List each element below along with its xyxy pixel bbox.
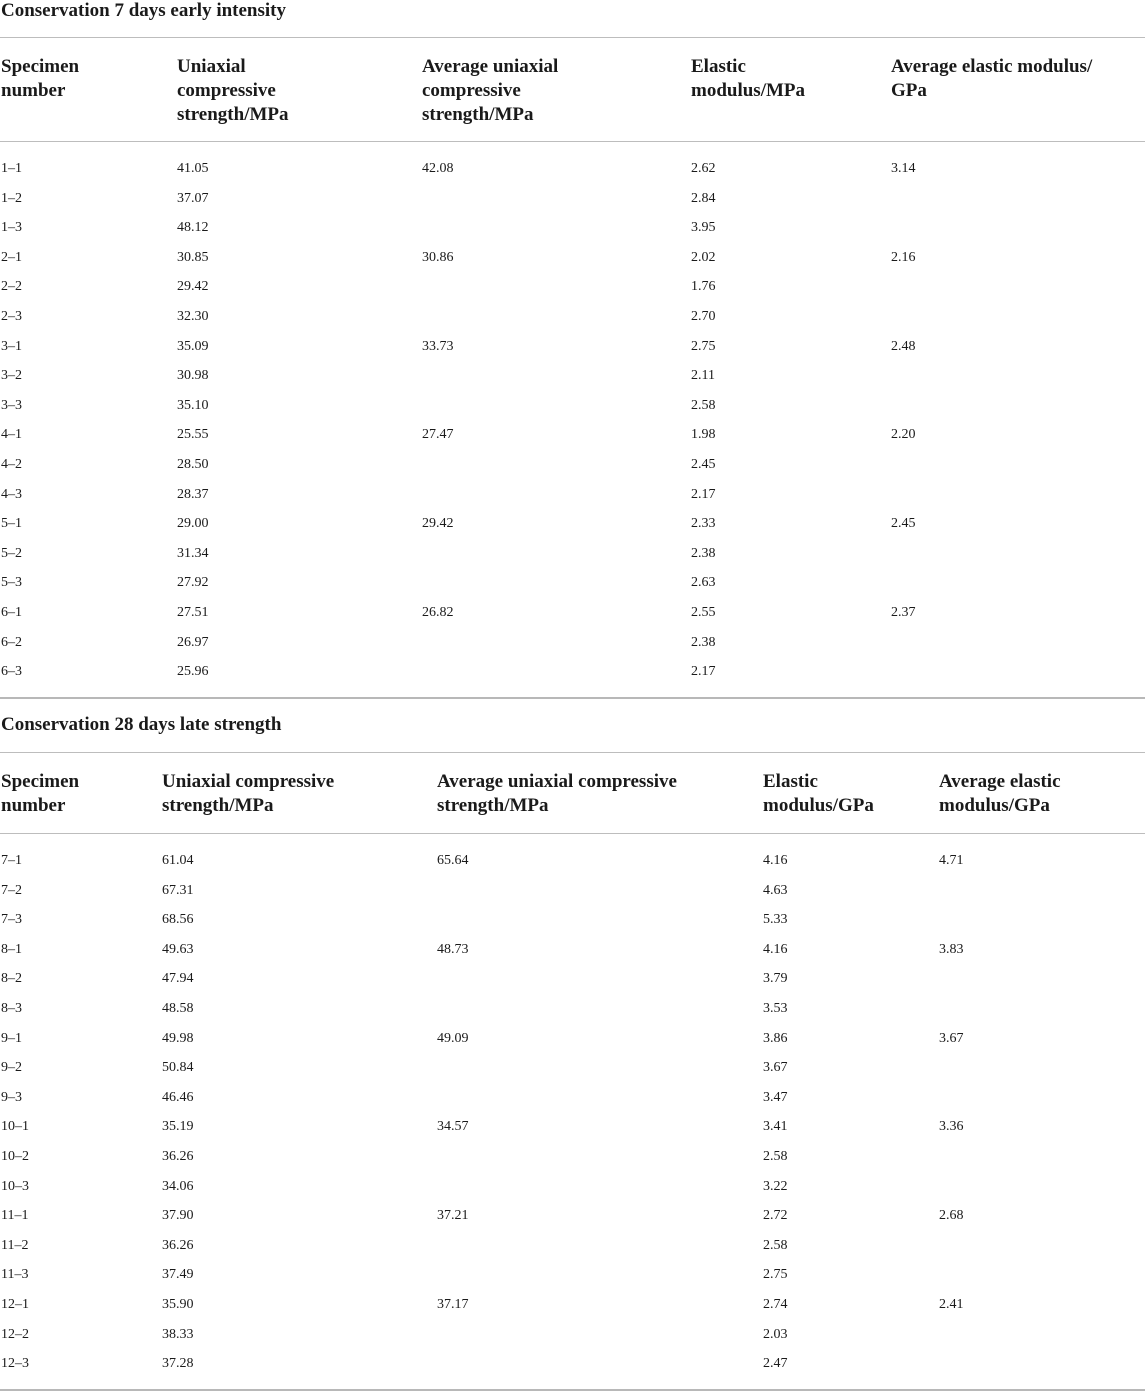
cell-elastic-modulus: 2.58 — [763, 1149, 788, 1164]
table-bottom-rule — [0, 697, 1145, 699]
header-elastic-modulus: Elastic modulus/MPa — [691, 56, 806, 101]
table-row — [0, 1356, 1145, 1386]
table-row — [0, 635, 1145, 665]
cell-elastic-modulus: 2.75 — [691, 338, 716, 354]
cell-ucs: 35.10 — [177, 397, 209, 413]
cell-elastic-modulus: 4.16 — [763, 853, 788, 868]
cell-avg-elastic-modulus: 2.37 — [891, 605, 916, 620]
cell-avg-elastic-modulus: 2.20 — [891, 427, 916, 443]
cell-ucs: 30.98 — [177, 368, 209, 384]
cell-elastic-modulus: 2.70 — [691, 309, 716, 324]
table-row — [0, 1327, 1145, 1357]
cell-ucs: 29.00 — [177, 516, 209, 532]
cell-specimen-number: 1–2 — [1, 190, 22, 206]
header-divider — [0, 141, 1145, 142]
table-28-days — [0, 700, 1145, 1391]
cell-elastic-modulus: 3.67 — [763, 1060, 788, 1076]
cell-ucs: 48.58 — [162, 1001, 194, 1016]
cell-avg-elastic-modulus: 2.68 — [939, 1208, 964, 1224]
cell-elastic-modulus: 2.55 — [691, 605, 716, 620]
table-row — [0, 1060, 1145, 1090]
cell-elastic-modulus: 3.47 — [763, 1089, 788, 1105]
header-ucs: Uniaxial compressive strength/MPa — [177, 56, 289, 125]
cell-ucs: 28.50 — [177, 457, 209, 472]
table-title: Conservation 28 days late strength — [1, 714, 282, 735]
cell-elastic-modulus: 3.79 — [763, 971, 788, 987]
cell-ucs: 41.05 — [177, 161, 209, 176]
table-row — [0, 1001, 1145, 1031]
cell-specimen-number: 11–1 — [1, 1208, 29, 1224]
cell-specimen-number: 9–1 — [1, 1030, 22, 1046]
table-row — [0, 191, 1145, 221]
table-row — [0, 161, 1145, 191]
table-row — [0, 971, 1145, 1001]
cell-elastic-modulus: 4.63 — [763, 882, 788, 898]
cell-ucs: 36.26 — [162, 1149, 194, 1164]
cell-ucs: 25.55 — [177, 427, 209, 443]
cell-specimen-number: 7–1 — [1, 853, 22, 868]
header-ucs: Uniaxial compressive strength/MPa — [162, 771, 335, 816]
cell-specimen-number: 4–3 — [1, 486, 22, 502]
table-row — [0, 398, 1145, 428]
cell-specimen-number: 7–2 — [1, 882, 22, 898]
cell-ucs: 49.98 — [162, 1030, 194, 1046]
cell-ucs: 48.12 — [177, 220, 209, 236]
cell-ucs: 37.07 — [177, 190, 209, 206]
table-row — [0, 487, 1145, 517]
table-row — [0, 853, 1145, 883]
cell-avg-ucs: 42.08 — [422, 161, 454, 176]
cell-specimen-number: 3–1 — [1, 338, 22, 354]
cell-specimen-number: 6–3 — [1, 664, 22, 680]
cell-specimen-number: 2–2 — [1, 279, 22, 295]
cell-elastic-modulus: 2.11 — [691, 368, 715, 384]
cell-elastic-modulus: 2.63 — [691, 575, 716, 591]
cell-specimen-number: 1–3 — [1, 220, 22, 236]
cell-avg-elastic-modulus: 3.14 — [891, 161, 916, 176]
header-divider — [0, 833, 1145, 834]
cell-ucs: 49.63 — [162, 941, 194, 957]
table-row — [0, 883, 1145, 913]
cell-specimen-number: 4–1 — [1, 427, 22, 443]
cell-specimen-number: 8–2 — [1, 971, 22, 987]
table-row — [0, 1267, 1145, 1297]
cell-specimen-number: 5–3 — [1, 575, 22, 591]
table-row — [0, 1090, 1145, 1120]
cell-avg-elastic-modulus: 2.41 — [939, 1297, 964, 1312]
table-row — [0, 575, 1145, 605]
header-avg-ucs: Average uniaxial compressive strength/MPa — [437, 771, 677, 816]
header-avg-elastic-modulus: Average elastic modulus/GPa — [939, 771, 1061, 816]
cell-elastic-modulus: 2.47 — [763, 1356, 788, 1372]
cell-avg-elastic-modulus: 3.36 — [939, 1119, 964, 1135]
table-row — [0, 516, 1145, 546]
cell-ucs: 35.19 — [162, 1119, 194, 1135]
table-row — [0, 1208, 1145, 1238]
cell-specimen-number: 9–2 — [1, 1060, 22, 1076]
table-row — [0, 220, 1145, 250]
cell-avg-elastic-modulus: 3.83 — [939, 941, 964, 957]
table-row — [0, 427, 1145, 457]
cell-specimen-number: 11–3 — [1, 1267, 29, 1283]
header-specimen-number: Specimen number — [1, 771, 80, 816]
table-row — [0, 309, 1145, 339]
cell-ucs: 50.84 — [162, 1060, 194, 1076]
cell-elastic-modulus: 2.75 — [763, 1267, 788, 1283]
cell-specimen-number: 8–1 — [1, 941, 22, 957]
cell-specimen-number: 10–2 — [1, 1149, 29, 1164]
cell-ucs: 28.37 — [177, 486, 209, 502]
cell-avg-ucs: 37.17 — [437, 1297, 469, 1312]
cell-ucs: 31.34 — [177, 545, 209, 561]
cell-ucs: 27.51 — [177, 605, 209, 620]
cell-specimen-number: 6–1 — [1, 605, 22, 620]
table-row — [0, 664, 1145, 694]
cell-avg-elastic-modulus: 2.48 — [891, 338, 916, 354]
cell-specimen-number: 10–1 — [1, 1119, 29, 1135]
cell-elastic-modulus: 2.72 — [763, 1208, 788, 1224]
cell-avg-ucs: 30.86 — [422, 249, 454, 265]
table-row — [0, 457, 1145, 487]
cell-elastic-modulus: 2.45 — [691, 457, 716, 472]
cell-ucs: 27.92 — [177, 575, 209, 591]
table-row — [0, 368, 1145, 398]
cell-avg-ucs: 27.47 — [422, 427, 454, 443]
cell-elastic-modulus: 2.38 — [691, 545, 716, 561]
cell-elastic-modulus: 2.84 — [691, 190, 716, 206]
cell-ucs: 67.31 — [162, 882, 194, 898]
cell-ucs: 34.06 — [162, 1178, 194, 1194]
cell-avg-ucs: 48.73 — [437, 941, 469, 957]
cell-ucs: 37.90 — [162, 1208, 194, 1224]
cell-elastic-modulus: 2.33 — [691, 516, 716, 532]
cell-elastic-modulus: 2.02 — [691, 249, 716, 265]
cell-ucs: 25.96 — [177, 664, 209, 680]
cell-specimen-number: 5–1 — [1, 516, 22, 532]
cell-specimen-number: 4–2 — [1, 457, 22, 472]
cell-specimen-number: 2–3 — [1, 309, 22, 324]
header-elastic-modulus: Elastic modulus/GPa — [763, 771, 874, 816]
cell-specimen-number: 5–2 — [1, 545, 22, 561]
cell-elastic-modulus: 5.33 — [763, 912, 788, 928]
cell-avg-ucs: 29.42 — [422, 516, 454, 532]
cell-specimen-number: 10–3 — [1, 1178, 29, 1194]
cell-ucs: 61.04 — [162, 853, 194, 868]
table-row — [0, 279, 1145, 309]
cell-ucs: 68.56 — [162, 912, 194, 928]
header-specimen-number: Specimen number — [1, 56, 80, 101]
cell-ucs: 35.09 — [177, 338, 209, 354]
header-avg-ucs: Average uniaxial compressive strength/MPa — [422, 56, 559, 125]
cell-elastic-modulus: 3.95 — [691, 220, 716, 236]
cell-elastic-modulus: 2.17 — [691, 486, 716, 502]
cell-specimen-number: 3–2 — [1, 368, 22, 384]
cell-specimen-number: 8–3 — [1, 1001, 22, 1016]
cell-elastic-modulus: 3.41 — [763, 1119, 788, 1135]
cell-avg-elastic-modulus: 2.45 — [891, 516, 916, 532]
title-divider — [0, 37, 1145, 38]
cell-ucs: 37.49 — [162, 1267, 194, 1283]
table-row — [0, 250, 1145, 280]
cell-ucs: 30.85 — [177, 249, 209, 265]
cell-elastic-modulus: 1.76 — [691, 279, 716, 295]
cell-specimen-number: 11–2 — [1, 1237, 29, 1253]
cell-specimen-number: 7–3 — [1, 912, 22, 928]
cell-elastic-modulus: 2.17 — [691, 664, 716, 680]
cell-avg-ucs: 37.21 — [437, 1208, 469, 1224]
header-avg-elastic-modulus: Average elastic modulus/ GPa — [891, 56, 1093, 101]
cell-specimen-number: 12–3 — [1, 1356, 29, 1372]
cell-ucs: 47.94 — [162, 971, 194, 987]
cell-elastic-modulus: 1.98 — [691, 427, 716, 443]
cell-ucs: 37.28 — [162, 1356, 194, 1372]
cell-avg-elastic-modulus: 2.16 — [891, 249, 916, 265]
cell-ucs: 26.97 — [177, 634, 209, 650]
table-row — [0, 605, 1145, 635]
table-row — [0, 1179, 1145, 1209]
cell-elastic-modulus: 3.53 — [763, 1001, 788, 1016]
cell-elastic-modulus: 2.58 — [763, 1237, 788, 1253]
cell-elastic-modulus: 2.74 — [763, 1297, 788, 1312]
cell-avg-ucs: 65.64 — [437, 853, 469, 868]
table-row — [0, 1238, 1145, 1268]
cell-specimen-number: 12–2 — [1, 1326, 29, 1342]
table-row — [0, 339, 1145, 369]
cell-specimen-number: 3–3 — [1, 397, 22, 413]
table-row — [0, 1297, 1145, 1327]
table-row — [0, 1119, 1145, 1149]
cell-avg-elastic-modulus: 3.67 — [939, 1030, 964, 1046]
table-row — [0, 1149, 1145, 1179]
table-row — [0, 942, 1145, 972]
cell-elastic-modulus: 2.38 — [691, 634, 716, 650]
cell-avg-ucs: 34.57 — [437, 1119, 469, 1135]
table-row — [0, 912, 1145, 942]
cell-specimen-number: 1–1 — [1, 161, 22, 176]
cell-specimen-number: 6–2 — [1, 634, 22, 650]
cell-ucs: 29.42 — [177, 279, 209, 295]
cell-elastic-modulus: 2.62 — [691, 161, 716, 176]
cell-avg-elastic-modulus: 4.71 — [939, 853, 964, 868]
cell-elastic-modulus: 4.16 — [763, 941, 788, 957]
table-title: Conservation 7 days early intensity — [1, 0, 286, 21]
cell-avg-ucs: 33.73 — [422, 338, 454, 354]
cell-ucs: 36.26 — [162, 1237, 194, 1253]
table-row — [0, 546, 1145, 576]
cell-specimen-number: 2–1 — [1, 249, 22, 265]
table-row — [0, 1031, 1145, 1061]
cell-elastic-modulus: 3.22 — [763, 1178, 788, 1194]
cell-specimen-number: 12–1 — [1, 1297, 29, 1312]
title-divider — [0, 752, 1145, 753]
cell-specimen-number: 9–3 — [1, 1089, 22, 1105]
cell-ucs: 46.46 — [162, 1089, 194, 1105]
cell-avg-ucs: 26.82 — [422, 605, 454, 620]
cell-elastic-modulus: 2.58 — [691, 397, 716, 413]
cell-elastic-modulus: 2.03 — [763, 1326, 788, 1342]
cell-ucs: 38.33 — [162, 1326, 194, 1342]
cell-ucs: 32.30 — [177, 309, 209, 324]
cell-avg-ucs: 49.09 — [437, 1030, 469, 1046]
cell-elastic-modulus: 3.86 — [763, 1030, 788, 1046]
cell-ucs: 35.90 — [162, 1297, 194, 1312]
